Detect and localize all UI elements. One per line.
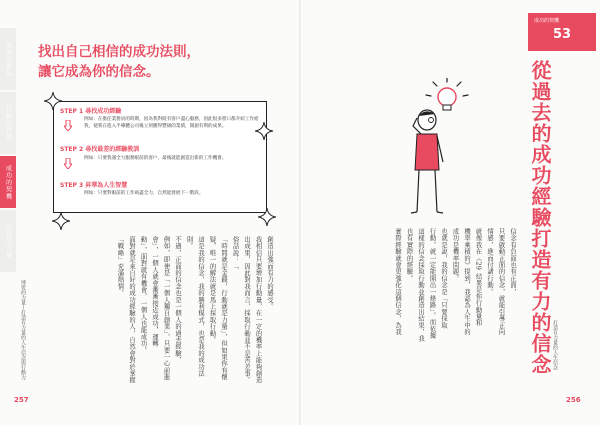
left-body-col-6: 例如，即使是「一個人獨自創業」，只要一心前進 bbox=[162, 236, 170, 381]
left-body-text bbox=[30, 236, 275, 386]
right-body-col-8: 行動，就一定能開出一條路」。而依據 bbox=[428, 228, 436, 339]
right-body-col-1: 信念有負面也有正面， bbox=[509, 228, 516, 295]
page-heading bbox=[38, 42, 278, 82]
heading-line-1: 找出自己相信的成功法則， bbox=[38, 44, 200, 60]
left-body-col-3: 「時間就是金錢，行動就是力量」，但如果你有懷疑，唯一的解法就是馬上採取行動。 bbox=[208, 236, 227, 381]
step-3-desc: 例如：只要對眼前的工作竭盡全力，自然能發展下一階段。 bbox=[84, 191, 204, 196]
left-body-col-5: 不過，正面的信念也是一個人的過去經驗， bbox=[174, 236, 181, 364]
right-body-col-5: 機率乘積的》提到，我認為人生中的 bbox=[463, 228, 470, 336]
side-tab-3-active[interactable]: 成功的契機 bbox=[0, 156, 16, 208]
chapter-tag bbox=[528, 13, 596, 51]
side-tab-1[interactable]: 出發的勇氣 bbox=[0, 28, 16, 90]
sparkle-icon bbox=[44, 92, 62, 110]
chapter-tag-number: 53 bbox=[552, 27, 572, 42]
sparkle-icon bbox=[52, 212, 70, 230]
right-body-col-3: 情感，進而付諸行動。 bbox=[486, 228, 493, 295]
left-body-col-1: 創造出強而有力的感受。 bbox=[266, 236, 273, 310]
right-body-text bbox=[320, 228, 518, 388]
right-body-col-10: 也有實際的經驗。 bbox=[405, 228, 413, 282]
heading-line-2: 讓它成為你的信念。 bbox=[38, 64, 160, 80]
right-body-col-6: 成功是機率問題。 bbox=[451, 228, 459, 282]
right-body-col-9: 這樣的信念採取行動並創造出結果，我 bbox=[417, 228, 424, 342]
lightbulb-person-icon bbox=[395, 78, 475, 218]
right-body-col-7: 也就是說，我的信念是「只要採取 bbox=[440, 228, 447, 329]
left-body-col-4: 這是我的信念，我的勝利模式，也是我的成功法則。 bbox=[185, 236, 204, 377]
book-gutter bbox=[299, 0, 301, 425]
running-head-right: 打造有力量的人生信念 bbox=[552, 320, 558, 370]
side-tab-4[interactable]: 堅持的力量 bbox=[0, 210, 16, 272]
page-number-left: 257 bbox=[14, 396, 29, 404]
running-head-left: 博愛的力量—打造有力量的人生信念與行動力 bbox=[20, 280, 26, 380]
sparkle-icon bbox=[258, 208, 276, 226]
page-number-right: 256 bbox=[566, 396, 581, 404]
side-tab-2[interactable]: 行動的智慧 bbox=[0, 92, 16, 154]
step-1-title: STEP 1 尋找成功經驗 bbox=[60, 108, 122, 115]
step-2-title: STEP 2 尋找最差的經驗教訓 bbox=[60, 146, 140, 153]
right-body-col-11: 實際經驗就會更強化這個信念，為我 bbox=[394, 228, 401, 336]
right-body-col-4: 就像我在《29 結果是你行動量和 bbox=[474, 228, 482, 327]
left-body-col-2: 我相信只要增加行動量，在一定的機率上能夠創造出成果，因此對我而言，採取行動並不是苦差事。俗話說：「 bbox=[231, 236, 262, 384]
right-body-col-2: 只要啟動正面的信念，就能引導正向 bbox=[497, 228, 505, 336]
step-1-desc: 例如：在擔任業務員的時期，因為我對既有客戶盡心服務，因此很多窗口都介紹工作給我，使我在進入半導體公司後立刻獲得豐碩的業績，開創有利的成果。 bbox=[84, 117, 259, 129]
chapter-title: 從過去的成功經驗打造有力的信念 bbox=[528, 60, 552, 375]
step-2-desc: 例如：只要我遇全力服務眼前的客戶，最後就能創造出新的工作機會。 bbox=[84, 156, 227, 161]
steps-box bbox=[53, 101, 267, 213]
arrow-down-icon bbox=[64, 158, 72, 169]
left-body-col-7: 會」，一個人就會漸漸接近成功，運轉 bbox=[151, 236, 158, 347]
arrow-down-icon bbox=[64, 120, 72, 131]
chapter-tag-label: 成功的契機 bbox=[534, 18, 560, 24]
left-body-col-9: 面對就是來自好的成功經驗的人，自然會對於掌握「戰略」充滿熱情。 bbox=[116, 236, 135, 384]
step-3-title: STEP 3 昇華為人生智慧 bbox=[60, 182, 128, 189]
left-body-col-8: 動」，面對就有機會，一個人也能成功。 bbox=[139, 236, 147, 354]
sparkle-icon bbox=[255, 122, 273, 140]
